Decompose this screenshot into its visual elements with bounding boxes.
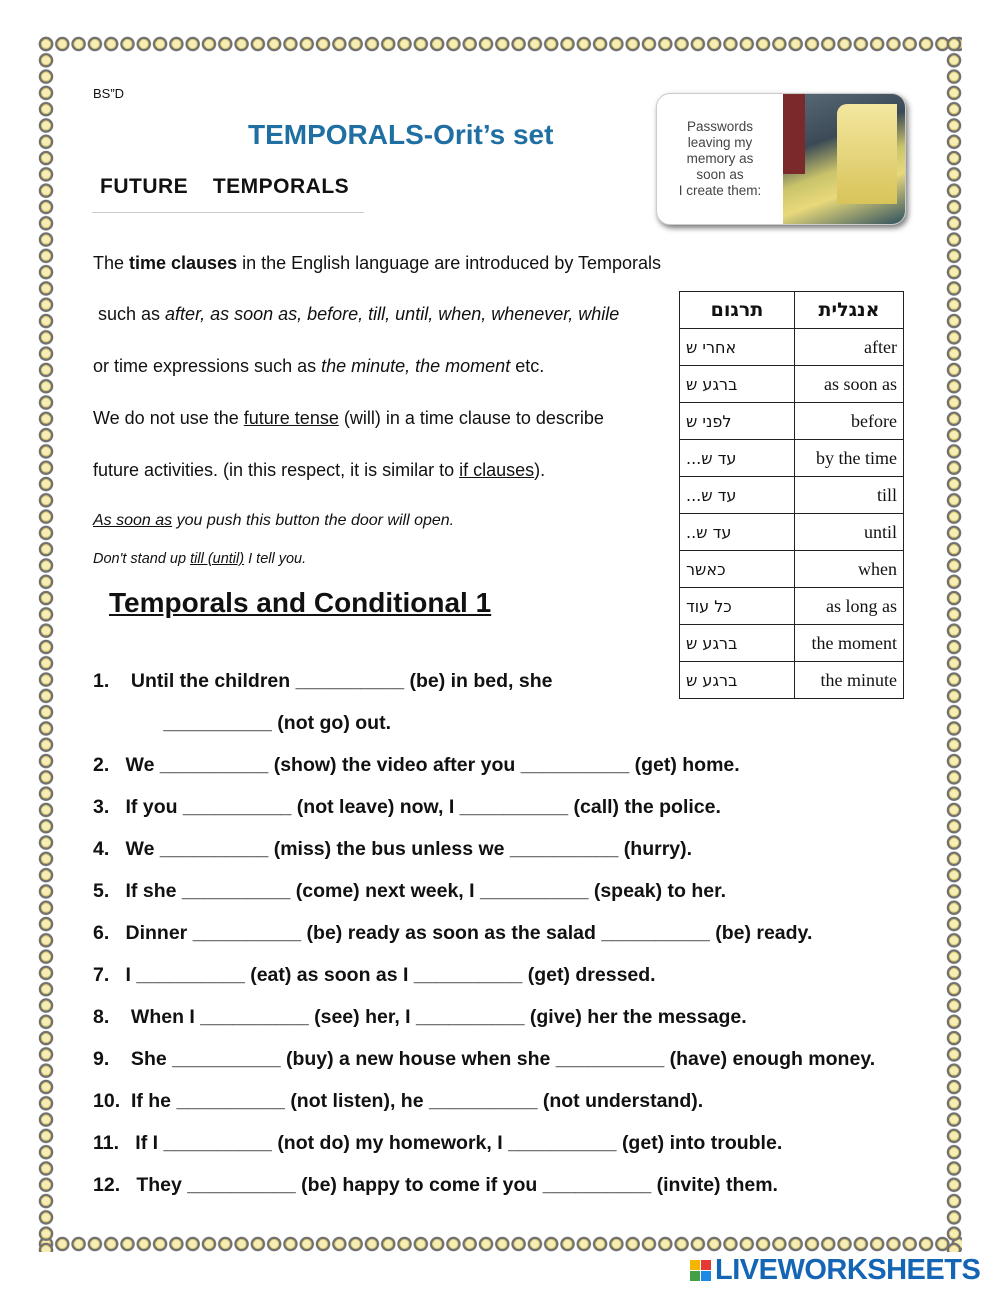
exercise-item: 5. If she __________ (come) next week, I __________ (speak) to her. [93, 880, 727, 902]
table-row [680, 662, 904, 699]
border-left [38, 36, 54, 1252]
exercise-item: 2. We __________ (show) the video after you __________ (get) home. [93, 754, 740, 776]
english-cell: till [795, 477, 904, 514]
exercise-item: 1. Until the children __________ (be) in bed, she [93, 670, 553, 692]
section-title: Temporals and Conditional 1 [109, 587, 492, 618]
hebrew-cell: כל עוד [680, 588, 795, 625]
cartoon-picture [783, 94, 905, 224]
table-row [680, 625, 904, 662]
table-row [680, 514, 904, 551]
hebrew-cell: אחרי ש [680, 329, 795, 366]
hebrew-cell: כאשר [680, 551, 795, 588]
subtitle-divider [92, 212, 364, 213]
subtitle: FUTURE TEMPORALS [100, 175, 350, 198]
header-translation: תרגום [680, 292, 795, 329]
exercise-item: 6. Dinner __________ (be) ready as soon as the salad __________ (be) ready. [93, 922, 813, 944]
meme-image [656, 93, 906, 225]
english-cell: by the time [795, 440, 904, 477]
english-cell: the moment [795, 625, 904, 662]
table-row [680, 329, 904, 366]
hebrew-cell: עד ש... [680, 477, 795, 514]
exercise-item: 4. We __________ (miss) the bus unless we __________ (hurry). [93, 838, 693, 860]
exercise-item: 11. If I __________ (not do) my homework, I __________ (get) into trouble. [93, 1132, 783, 1154]
exercise-item: 7. I __________ (eat) as soon as I __________ (get) dressed. [93, 964, 656, 986]
table-row [680, 551, 904, 588]
intro-line-1: The time clauses in the English language are introduced by Temporals [93, 253, 662, 273]
exercise-item: 3. If you __________ (not leave) now, I __________ (call) the police. [93, 796, 721, 818]
liveworksheets-logo[interactable] [690, 1254, 980, 1287]
border-bottom [38, 1236, 962, 1252]
english-cell: before [795, 403, 904, 440]
logo-icon [690, 1260, 711, 1281]
table-row [680, 477, 904, 514]
english-cell: when [795, 551, 904, 588]
hebrew-cell: ברגע ש [680, 625, 795, 662]
exercise-item: __________ (not go) out. [93, 712, 391, 734]
english-cell: as long as [795, 588, 904, 625]
example-2: Don't stand up till (until) I tell you. [93, 551, 307, 567]
hebrew-cell: ברגע ש [680, 662, 795, 699]
caption-line: Passwords [686, 119, 753, 134]
english-cell: after [795, 329, 904, 366]
example-1: As soon as you push this button the door will open. [93, 512, 455, 529]
header-english: אנגלית [795, 292, 904, 329]
caption-line: I create them: [678, 183, 762, 198]
english-cell: the minute [795, 662, 904, 699]
table-header-row [680, 292, 904, 329]
hebrew-cell: ברגע ש [680, 366, 795, 403]
table-row [680, 440, 904, 477]
hebrew-cell: לפני ש [680, 403, 795, 440]
intro-line-4: We do not use the future tense (will) in a time clause to describe [93, 408, 604, 428]
caption-line: leaving my [687, 135, 753, 150]
table-row [680, 588, 904, 625]
intro-line-5: future activities. (in this respect, it is similar to if clauses). [93, 460, 546, 480]
intro-line-3: or time expressions such as the minute, the moment etc. [93, 356, 545, 376]
hebrew-cell: עד ש.. [680, 514, 795, 551]
table-row [680, 366, 904, 403]
exercise-item: 10. If he __________ (not listen), he __________ (not understand). [93, 1090, 704, 1112]
caption-line: soon as [696, 167, 744, 182]
caption-line: memory as [686, 151, 754, 166]
border-top [38, 36, 962, 52]
bsd-label: BS”D [93, 86, 125, 101]
temporals-table [679, 291, 904, 699]
border-right [946, 36, 962, 1252]
logo-text: LIVEWORKSHEETS [715, 1254, 981, 1286]
exercise-item: 8. When I __________ (see) her, I __________ (give) her the message. [93, 1006, 747, 1028]
english-cell: as soon as [795, 366, 904, 403]
meme-caption [657, 94, 783, 224]
exercise-item: 9. She __________ (buy) a new house when she __________ (have) enough money. [93, 1048, 876, 1070]
table-row [680, 403, 904, 440]
intro-line-2: such as after, as soon as, before, till, until, when, whenever, while [93, 304, 620, 324]
exercise-item: 12. They __________ (be) happy to come if you __________ (invite) them. [93, 1174, 778, 1196]
english-cell: until [795, 514, 904, 551]
hebrew-cell: עד ש... [680, 440, 795, 477]
page-title: TEMPORALS-Orit’s set [248, 119, 554, 150]
